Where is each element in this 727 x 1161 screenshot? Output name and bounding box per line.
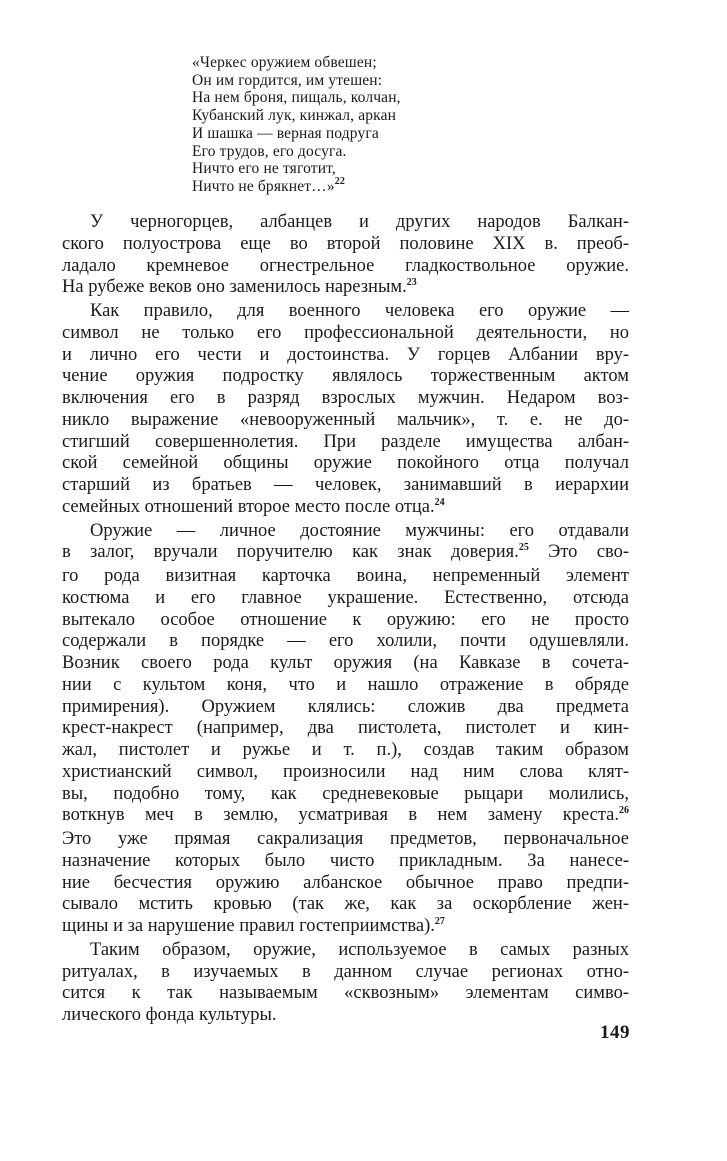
- text-line: ской семейной общины оружие покойного отца получал: [62, 453, 629, 474]
- verse-line-text: Ничто не брякнет…»: [192, 177, 335, 195]
- text-line: [62, 497, 629, 521]
- text-line: христианский символ, произносили над ним слова клят-: [62, 761, 629, 782]
- text-line: символ не только его профессиональной деятельности, но: [62, 322, 629, 343]
- text-line: Возник своего рода культ оружия (на Кавказе в сочета-: [62, 653, 629, 673]
- text-line: содержали в порядке — его холили, почти одушевляли.: [62, 631, 629, 652]
- text-line: включения его в разряд взрослых мужчин. Недаром воз-: [62, 388, 629, 408]
- text-line-content: в залог, вручали поручителю как знак доверия.: [62, 542, 519, 563]
- text-line-content: воткнув меч в землю, усматривая в нем замену креста.: [62, 805, 619, 826]
- text-line-tail: Это сво-: [528, 542, 629, 563]
- verse-line: На нем броня, пищаль, колчан,: [192, 89, 401, 107]
- text-line: [62, 542, 629, 566]
- footnote-ref: 23: [406, 277, 417, 289]
- footnote-ref: 27: [434, 916, 445, 927]
- text-line: [62, 277, 629, 301]
- verse-line: «Черкес оружием обвешен;: [192, 54, 377, 71]
- text-line: ритуалах, в изучаемых в данном случае регионах отно-: [62, 961, 629, 982]
- text-line: костюма и его главное украшение. Естественно, отсюда: [62, 587, 629, 608]
- text-line-content: щины и за нарушение правил гостеприимства).: [62, 916, 435, 936]
- paragraph-1: [62, 212, 629, 301]
- text-line-content: На рубеже веков оно заменилось нарезным.: [62, 277, 407, 298]
- text-line: Таким образом, оружие, используемое в самых разных: [90, 939, 629, 960]
- text-line: жал, пистолет и ружье и т. п.), создав таким образом: [62, 740, 629, 760]
- verse-quotation: [192, 54, 401, 198]
- body-text: [62, 212, 629, 1027]
- text-line: крест-накрест (например, два пистолета, пистолет и кин-: [62, 718, 629, 739]
- verse-line: И шашка — верная подруга: [192, 124, 379, 142]
- text-line: вы, подобно тому, как средневековые рыцари молились,: [62, 783, 629, 804]
- page-number: 149: [600, 1022, 630, 1043]
- text-line: лического фонда культуры.: [62, 1005, 277, 1025]
- text-line-content: семейных отношений второе место после отца.: [62, 496, 435, 517]
- text-line: стигший совершеннолетия. При разделе имущества албан-: [62, 431, 629, 452]
- text-line: Оружие — личное достояние мужчины: его отдавали: [90, 520, 629, 541]
- text-line: ского полуострова еще во второй половине XIX в. преоб-: [62, 233, 629, 254]
- paragraph-4: [62, 940, 629, 1027]
- paragraph-2: [62, 301, 629, 521]
- text-line: [62, 916, 629, 940]
- text-line: и лично его чести и достоинства. У горцев Албании вру-: [62, 344, 629, 365]
- text-line: вытекало особое отношение к оружию: его не просто: [62, 609, 629, 630]
- text-line: ние бесчестия оружию албанское обычное право предпи-: [62, 872, 629, 893]
- text-line: нии с культом коня, что и нашло отражение в обряде: [62, 674, 629, 695]
- text-line: назначение которых было чисто прикладным. За нанесе-: [62, 850, 629, 871]
- text-line: Это уже прямая сакрализация предметов, первоначальное: [62, 829, 629, 849]
- verse-line: Кубанский лук, кинжал, аркан: [192, 107, 397, 125]
- footnote-ref: 24: [434, 496, 445, 508]
- verse-line: Ничто его не тяготит,: [192, 160, 336, 178]
- text-line: сывало мстить кровью (так же, как за оскорбление жен-: [62, 894, 629, 915]
- text-line: [62, 805, 629, 829]
- verse-line: Его трудов, его досуга.: [192, 142, 347, 160]
- text-line: старший из братьев — человек, занимавший в иерархии: [62, 475, 629, 495]
- text-line: У черногорцев, албанцев и других народов Балкан-: [90, 212, 629, 232]
- text-line: го рода визитная карточка воина, непременный элемент: [62, 566, 629, 586]
- verse-line: [192, 175, 401, 198]
- verse-line: Он им гордится, им утешен:: [192, 71, 383, 89]
- footnote-ref: 22: [334, 175, 346, 187]
- text-line: Как правило, для военного человека его оружие —: [90, 301, 629, 321]
- footnote-ref: 26: [619, 805, 629, 817]
- text-line: никло выражение «невооруженный мальчик», т. е. не до-: [62, 409, 629, 430]
- text-line: ладало кремневое огнестрельное гладкоствольное оружие.: [62, 255, 629, 276]
- text-line: сится к так называемым «сквозным» элементам симво-: [62, 983, 629, 1004]
- text-line: примирения). Оружием клялись: сложив два предмета: [62, 696, 629, 717]
- text-line: чение оружия подростку являлось торжественным актом: [62, 366, 629, 387]
- footnote-ref: 25: [518, 542, 529, 554]
- paragraph-3: [62, 521, 629, 940]
